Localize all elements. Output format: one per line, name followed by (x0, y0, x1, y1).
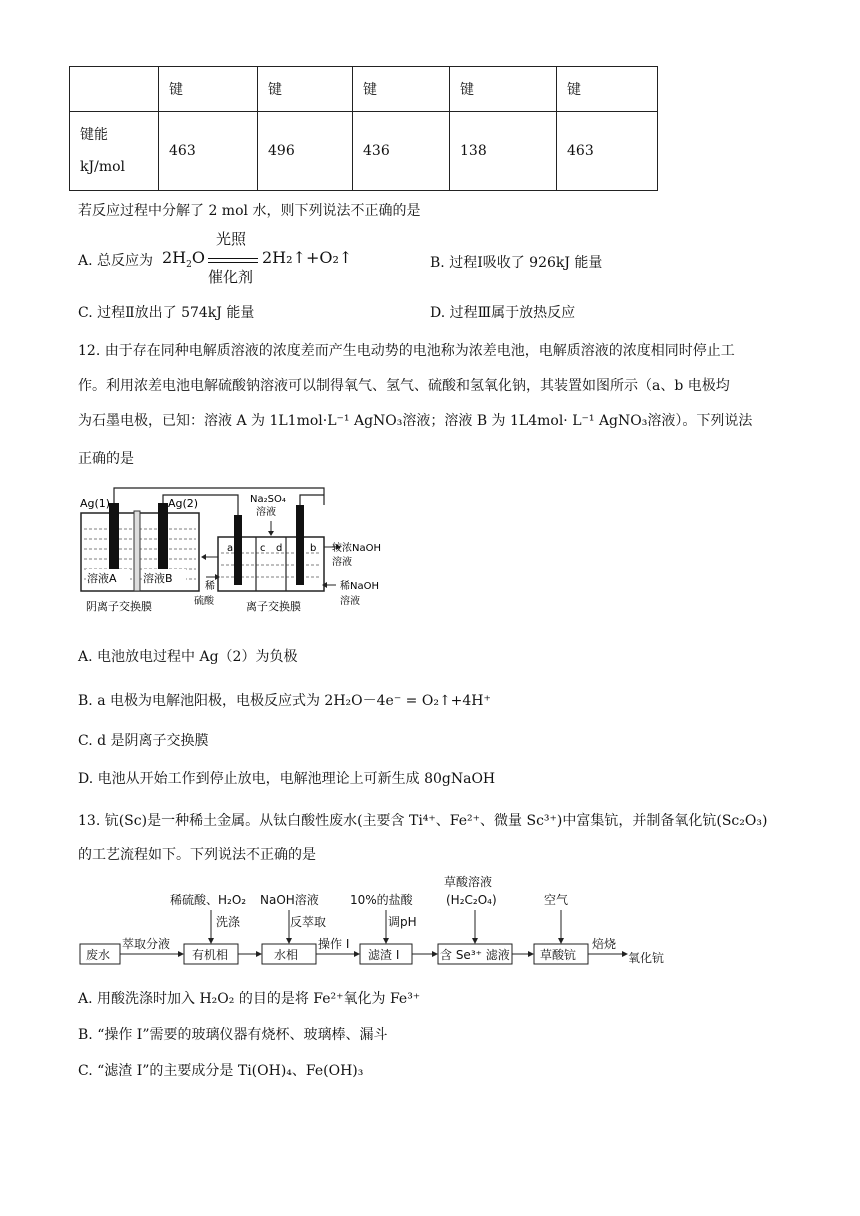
q13-option-a: A. 用酸洗涤时加入 H₂O₂ 的目的是将 Fe²⁺氧化为 Fe³⁺ (78, 991, 421, 1007)
table-cell: 496 (258, 112, 353, 191)
oxide-label: 氧化钪 (628, 951, 665, 965)
q11-reactant: $2H_2O$ (162, 248, 205, 271)
q11-condition-top: 光照 (216, 230, 247, 248)
ph-label: 调pH (388, 915, 417, 929)
ag1-label: Ag(1) (80, 497, 111, 510)
table-header-cell: 键 (557, 67, 658, 112)
na2so4-label: Na₂SO₄ (250, 494, 286, 505)
conc-naoh-label: 较浓NaOH (332, 543, 381, 554)
organic-label: 有机相 (192, 948, 229, 962)
reagent4-label: 草酸溶液 (444, 875, 493, 889)
calcine-label: 焙烧 (592, 937, 617, 951)
reagent4-formula: (H₂C₂O₄) (446, 893, 497, 907)
q12-stem-2: 作。利用浓差电池电解硫酸钠溶液可以制得氧气、氢气、硫酸和氢氧化钠，其装置如图所示（a、b 电极均 (78, 378, 730, 394)
table-header-cell: 键 (258, 67, 353, 112)
electrode-b (296, 505, 304, 585)
electrode-a-label: a (227, 543, 234, 554)
extract-label: 萃取分液 (122, 937, 171, 951)
membrane-c-label: c (260, 543, 266, 554)
anion-membrane-label: 阴离子交换膜 (86, 600, 152, 613)
dilute-naoh-solution-label: 溶液 (340, 596, 360, 607)
q13-stem-2: 的工艺流程如下。下列说法不正确的是 (78, 847, 316, 863)
q11-option-c: C. 过程Ⅱ放出了 574kJ 能量 (78, 305, 255, 321)
conc-naoh-solution-label: 溶液 (332, 557, 352, 568)
table-cell: 138 (450, 112, 557, 191)
q12-stem-1: 12. 由于存在同种电解质溶液的浓度差而产生电动势的电池称为浓差电池，电解质溶液的浓度相同时停止工 (78, 343, 735, 359)
electrochemical-cell-diagram (78, 485, 398, 625)
table-cell: 436 (353, 112, 450, 191)
row-label-energy: 键能 (80, 127, 108, 143)
table-cell: 463 (159, 112, 258, 191)
wire (300, 495, 324, 505)
q12-option-c: C. d 是阴离子交换膜 (78, 733, 209, 749)
electrode-a (234, 515, 242, 585)
table-header-row (70, 67, 658, 112)
ag2-label: Ag(2) (168, 497, 199, 510)
wash-label: 洗涤 (216, 915, 241, 929)
row-label-cell (70, 112, 159, 191)
op1-label: 操作 Ⅰ (318, 937, 350, 951)
dilute-acid-label: 稀 (205, 581, 215, 592)
q11-option-d: D. 过程Ⅲ属于放热反应 (430, 305, 576, 321)
oxalate-label: 草酸钪 (540, 948, 577, 962)
na2so4-solution-label: 溶液 (256, 507, 276, 518)
air-label: 空气 (544, 893, 569, 907)
row-label-unit: kJ/mol (80, 159, 125, 175)
table-header-cell: 键 (159, 67, 258, 112)
waste-label: 废水 (86, 948, 111, 962)
q13-stem-1: 13. 钪(Sc)是一种稀土金属。从钛白酸性废水(主要含 Ti⁴⁺、Fe²⁺、微量 Sc³⁺)中富集钪，并制备氧化钪(Sc₂O₃) (78, 813, 768, 829)
q13-option-b: B. “操作 Ⅰ”需要的玻璃仪器有烧杯、玻璃棒、漏斗 (78, 1027, 388, 1043)
process-flow-diagram (78, 872, 688, 972)
q11-products: 2H₂↑+O₂↑ (262, 248, 353, 267)
ag2-electrode (158, 503, 168, 573)
q12-stem-3: 为石墨电极，已知：溶液 A 为 1L1mol·L⁻¹ AgNO₃溶液；溶液 B 为 1L4mol· L⁻¹ AgNO₃溶液）。下列说法 (78, 413, 753, 429)
wire (114, 488, 324, 505)
q13-option-c: C. “滤渣 Ⅰ”的主要成分是 Ti(OH)₄、Fe(OH)₃ (78, 1063, 364, 1079)
solution-b-label: 溶液B (143, 572, 173, 585)
dilute-acid-label-2: 硫酸 (194, 596, 214, 607)
bond-energy-table (69, 66, 658, 191)
q12-option-a: A. 电池放电过程中 Ag（2）为负极 (78, 649, 298, 665)
q11-option-a-prefix: A. 总反应为 (78, 253, 154, 269)
q12-option-b: B. a 电极为电解池阳极，电极反应式为 2H₂O－4e⁻ = O₂↑+4H⁺ (78, 693, 491, 709)
q11-condition-bottom: 催化剂 (208, 268, 254, 286)
q12-stem-4: 正确的是 (78, 451, 134, 467)
electrode-b-label: b (310, 543, 317, 554)
table-header-cell: 键 (353, 67, 450, 112)
table-cell: 463 (557, 112, 658, 191)
ion-membrane-label: 离子交换膜 (246, 600, 301, 613)
ag1-electrode (109, 503, 119, 573)
table-row (70, 112, 658, 191)
q12-option-d: D. 电池从开始工作到停止放电，电解池理论上可新生成 80gNaOH (78, 771, 496, 787)
membrane-d-label: d (276, 543, 283, 554)
filtrate-label: 含 Se³⁺ 滤液 (440, 948, 510, 962)
q11-stem: 若反应过程中分解了 2 mol 水，则下列说法不正确的是 (78, 203, 421, 219)
aqueous-label: 水相 (274, 948, 299, 962)
q11-option-a (78, 250, 153, 270)
back-extract-label: 反萃取 (290, 915, 327, 929)
reagent2-label: NaOH溶液 (260, 893, 319, 907)
dilute-naoh-label: 稀NaOH (340, 581, 379, 592)
reagent1-label: 稀硫酸、H₂O₂ (170, 893, 247, 907)
anion-membrane-strip (134, 511, 140, 591)
solution-a-label: 溶液A (87, 572, 117, 585)
electrolysis-tank (218, 537, 324, 591)
q11-option-b: B. 过程Ⅰ吸收了 926kJ 能量 (430, 255, 603, 271)
reagent3-label: 10%的盐酸 (350, 893, 413, 907)
table-header-cell (70, 67, 159, 112)
residue-label: 滤渣 Ⅰ (368, 948, 400, 962)
table-header-cell: 键 (450, 67, 557, 112)
equals-sign (208, 258, 258, 263)
